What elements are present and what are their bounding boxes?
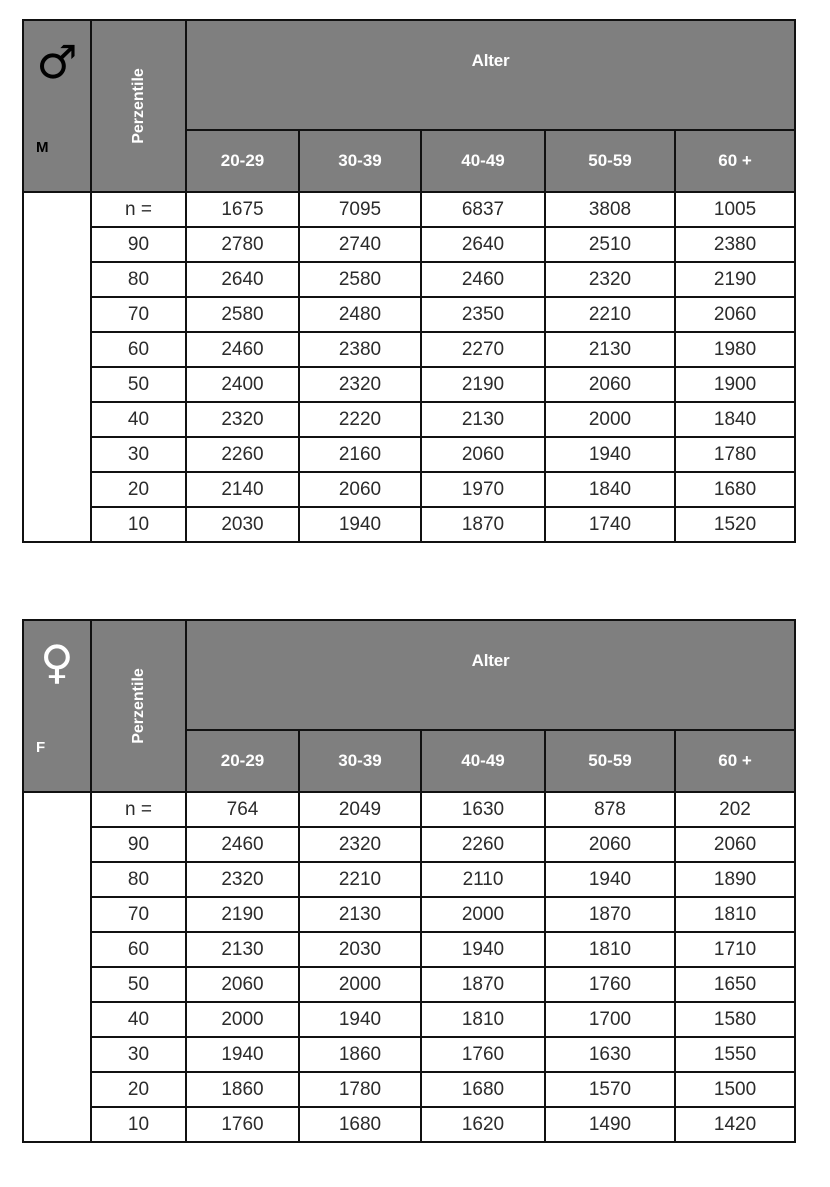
- table-cell: 2510: [545, 227, 675, 262]
- table-cell: 1870: [421, 967, 545, 1002]
- table-cell: 2000: [186, 1002, 299, 1037]
- male-symbol-icon: ♂: [36, 35, 78, 89]
- table-cell: 1630: [421, 792, 545, 827]
- table-cell: 1580: [675, 1002, 795, 1037]
- male-perzentile-header: [91, 20, 186, 192]
- table-row: [23, 1072, 795, 1107]
- table-cell: 2140: [186, 472, 299, 507]
- table-cell: 2740: [299, 227, 421, 262]
- female-alter-label: Alter: [471, 651, 510, 670]
- table-cell: 1675: [186, 192, 299, 227]
- row-label: 60: [91, 332, 186, 367]
- table-row: [23, 1107, 795, 1142]
- table-cell: 1550: [675, 1037, 795, 1072]
- table-row: [23, 297, 795, 332]
- table-cell: 2130: [299, 897, 421, 932]
- table-row: [23, 967, 795, 1002]
- table-row: [23, 827, 795, 862]
- male-alter-label: Alter: [471, 51, 510, 70]
- table-cell: 2640: [421, 227, 545, 262]
- table-cell: 2060: [675, 827, 795, 862]
- table-cell: 2130: [421, 402, 545, 437]
- table-cell: 2060: [186, 967, 299, 1002]
- female-symbol-icon: ♀: [40, 635, 74, 689]
- table-cell: 2000: [299, 967, 421, 1002]
- table-row: [23, 192, 795, 227]
- male-age-group-header: 50-59: [545, 130, 675, 192]
- row-label: 70: [91, 297, 186, 332]
- table-row: [23, 367, 795, 402]
- table-cell: 1980: [675, 332, 795, 367]
- table-cell: 2580: [186, 297, 299, 332]
- female-perzentile-header: [91, 620, 186, 792]
- table-cell: 2260: [186, 437, 299, 472]
- row-label: 30: [91, 437, 186, 472]
- male-percentile-table: [22, 19, 796, 543]
- table-cell: 2210: [545, 297, 675, 332]
- male-perzentile-label: Perzentile: [129, 68, 147, 144]
- table-cell: 2060: [421, 437, 545, 472]
- female-percentile-table: [22, 619, 796, 1143]
- female-sex-cell: [23, 620, 91, 792]
- table-cell: 2030: [299, 932, 421, 967]
- row-label: n =: [91, 192, 186, 227]
- table-cell: 2350: [421, 297, 545, 332]
- table-cell: 202: [675, 792, 795, 827]
- male-sex-cell: [23, 20, 91, 192]
- table-cell: 2030: [186, 507, 299, 542]
- table-cell: 2460: [186, 332, 299, 367]
- table-cell: 2110: [421, 862, 545, 897]
- table-cell: 1680: [675, 472, 795, 507]
- row-label: 50: [91, 367, 186, 402]
- table-row: [23, 262, 795, 297]
- row-label: 80: [91, 862, 186, 897]
- table-cell: 2780: [186, 227, 299, 262]
- table-cell: 2060: [545, 367, 675, 402]
- table-cell: 1490: [545, 1107, 675, 1142]
- female-age-group-header: 40-49: [421, 730, 545, 792]
- table-cell: 1780: [299, 1072, 421, 1107]
- table-cell: 2270: [421, 332, 545, 367]
- table-cell: 1680: [421, 1072, 545, 1107]
- table-row: [23, 472, 795, 507]
- table-cell: 1840: [675, 402, 795, 437]
- table-cell: 1940: [186, 1037, 299, 1072]
- female-sex-letter: F: [36, 739, 46, 756]
- table-cell: 2049: [299, 792, 421, 827]
- table-cell: 2380: [299, 332, 421, 367]
- table-cell: 2160: [299, 437, 421, 472]
- table-cell: 1630: [545, 1037, 675, 1072]
- table-row: [23, 437, 795, 472]
- table-cell: 2130: [186, 932, 299, 967]
- table-cell: 1570: [545, 1072, 675, 1107]
- row-label: 10: [91, 507, 186, 542]
- table-cell: 1840: [545, 472, 675, 507]
- table-cell: 6837: [421, 192, 545, 227]
- table-cell: 1700: [545, 1002, 675, 1037]
- table-row: [23, 792, 795, 827]
- table-cell: 1005: [675, 192, 795, 227]
- row-label: n =: [91, 792, 186, 827]
- table-cell: 1500: [675, 1072, 795, 1107]
- table-cell: 2320: [545, 262, 675, 297]
- table-cell: 1940: [299, 1002, 421, 1037]
- table-cell: 2640: [186, 262, 299, 297]
- male-alter-header: [186, 20, 795, 130]
- female-age-group-header: 20-29: [186, 730, 299, 792]
- male-age-group-header: 30-39: [299, 130, 421, 192]
- male-age-group-header: 20-29: [186, 130, 299, 192]
- table-cell: 2460: [421, 262, 545, 297]
- table-cell: 2190: [675, 262, 795, 297]
- table-cell: 1650: [675, 967, 795, 1002]
- row-label: 90: [91, 827, 186, 862]
- table-cell: 2580: [299, 262, 421, 297]
- male-blank-cell: [23, 192, 91, 542]
- table-cell: 1760: [545, 967, 675, 1002]
- row-label: 40: [91, 402, 186, 437]
- table-cell: 1810: [421, 1002, 545, 1037]
- male-age-group-header: 60 +: [675, 130, 795, 192]
- table-row: [23, 507, 795, 542]
- table-cell: 1810: [545, 932, 675, 967]
- row-label: 40: [91, 1002, 186, 1037]
- female-age-group-header: 30-39: [299, 730, 421, 792]
- row-label: 80: [91, 262, 186, 297]
- table-cell: 1940: [421, 932, 545, 967]
- row-label: 70: [91, 897, 186, 932]
- table-cell: 2260: [421, 827, 545, 862]
- table-cell: 1940: [299, 507, 421, 542]
- table-cell: 2130: [545, 332, 675, 367]
- table-cell: 2320: [186, 402, 299, 437]
- table-cell: 2220: [299, 402, 421, 437]
- table-cell: 3808: [545, 192, 675, 227]
- table-cell: 1760: [186, 1107, 299, 1142]
- table-cell: 2460: [186, 827, 299, 862]
- table-cell: 1870: [545, 897, 675, 932]
- table-row: [23, 227, 795, 262]
- table-cell: 1860: [186, 1072, 299, 1107]
- table-row: [23, 932, 795, 967]
- table-cell: 1870: [421, 507, 545, 542]
- table-cell: 1420: [675, 1107, 795, 1142]
- male-sex-letter: M: [36, 139, 49, 156]
- table-cell: 2000: [545, 402, 675, 437]
- table-cell: 1970: [421, 472, 545, 507]
- female-age-group-header: 50-59: [545, 730, 675, 792]
- table-cell: 1620: [421, 1107, 545, 1142]
- table-cell: 1680: [299, 1107, 421, 1142]
- table-cell: 1760: [421, 1037, 545, 1072]
- row-label: 60: [91, 932, 186, 967]
- table-cell: 2400: [186, 367, 299, 402]
- table-row: [23, 402, 795, 437]
- table-row: [23, 1037, 795, 1072]
- table-cell: 2190: [421, 367, 545, 402]
- row-label: 30: [91, 1037, 186, 1072]
- table-cell: 2060: [675, 297, 795, 332]
- table-cell: 1940: [545, 862, 675, 897]
- row-label: 20: [91, 1072, 186, 1107]
- female-age-group-header: 60 +: [675, 730, 795, 792]
- table-cell: 2210: [299, 862, 421, 897]
- table-row: [23, 1002, 795, 1037]
- row-label: 90: [91, 227, 186, 262]
- male-age-group-header: 40-49: [421, 130, 545, 192]
- table-cell: 2320: [186, 862, 299, 897]
- table-cell: 1710: [675, 932, 795, 967]
- table-cell: 1890: [675, 862, 795, 897]
- table-row: [23, 897, 795, 932]
- table-cell: 2320: [299, 367, 421, 402]
- table-cell: 1740: [545, 507, 675, 542]
- table-cell: 1900: [675, 367, 795, 402]
- table-cell: 1940: [545, 437, 675, 472]
- table-cell: 1860: [299, 1037, 421, 1072]
- table-cell: 1780: [675, 437, 795, 472]
- row-label: 20: [91, 472, 186, 507]
- female-perzentile-label: Perzentile: [129, 668, 147, 744]
- table-cell: 7095: [299, 192, 421, 227]
- table-cell: 2060: [299, 472, 421, 507]
- table-cell: 2060: [545, 827, 675, 862]
- female-alter-header: [186, 620, 795, 730]
- female-blank-cell: [23, 792, 91, 1142]
- table-cell: 2380: [675, 227, 795, 262]
- table-cell: 2000: [421, 897, 545, 932]
- table-cell: 2190: [186, 897, 299, 932]
- table-cell: 1810: [675, 897, 795, 932]
- row-label: 50: [91, 967, 186, 1002]
- table-cell: 878: [545, 792, 675, 827]
- row-label: 10: [91, 1107, 186, 1142]
- table-row: [23, 862, 795, 897]
- table-cell: 2320: [299, 827, 421, 862]
- table-cell: 1520: [675, 507, 795, 542]
- table-row: [23, 332, 795, 367]
- table-cell: 764: [186, 792, 299, 827]
- table-cell: 2480: [299, 297, 421, 332]
